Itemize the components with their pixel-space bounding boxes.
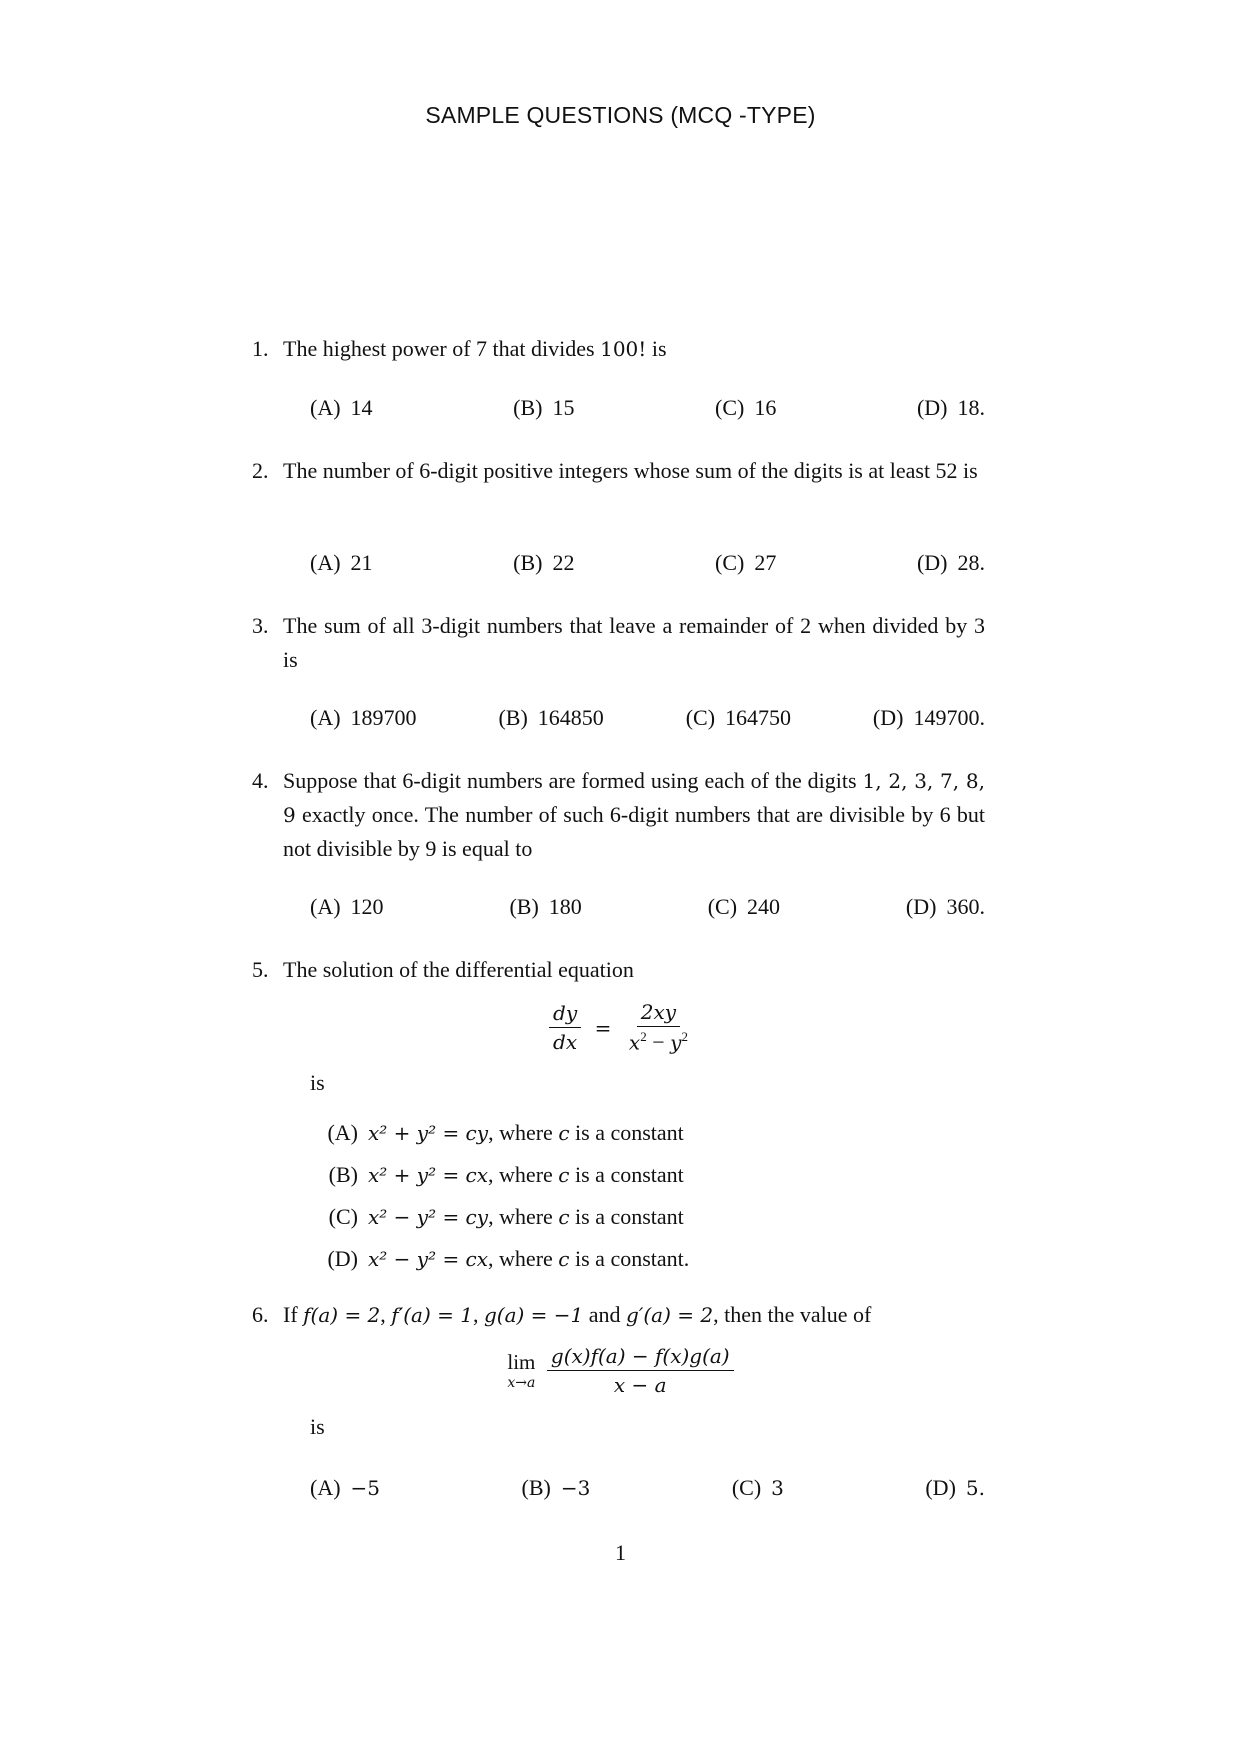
page-number: 1	[615, 1540, 626, 1565]
option-a[interactable]: (A) 189700	[310, 705, 417, 730]
question-stem: The solution of the differential equation	[283, 957, 634, 982]
option-a[interactable]: (A) 120	[310, 894, 384, 919]
fraction-rhs: $\frac{2xy}{x^2 - y^2}$	[628, 1000, 688, 1055]
options-q1	[310, 395, 985, 421]
option-d[interactable]: (D) 28.	[916, 550, 985, 575]
question-2	[252, 454, 985, 488]
fraction-dy-dx: $\frac{dy}{dx}$	[549, 1001, 581, 1054]
question-stem: The sum of all 3-digit numbers that leave a remainder of 2 when divided by 3 is	[283, 613, 985, 672]
question-number: 3.	[252, 613, 269, 638]
option-d[interactable]: (D) 18.	[916, 395, 985, 420]
options-q6	[310, 1475, 985, 1501]
option-c[interactable]: (C) 3	[731, 1475, 784, 1500]
options-q5	[316, 1112, 689, 1280]
question-stem: Suppose that 6-digit numbers are formed using each of the digits 1, 2, 3, 7, 8, 9 exactly once. The number of such 6-digit numbers that are divisible by 6 but not divisible by 9 is equal to	[283, 768, 985, 861]
question-number: 1.	[252, 336, 269, 361]
option-d[interactable]: (D) 5.	[925, 1475, 985, 1500]
option-b[interactable]: (B) 180	[509, 894, 582, 919]
question-1	[252, 332, 985, 366]
option-b[interactable]: (B) 15	[513, 395, 575, 420]
option-c[interactable]: (C) 240	[707, 894, 781, 919]
options-q4	[310, 894, 985, 920]
question-3	[252, 609, 985, 677]
option-d[interactable]: (D) 149700.	[872, 705, 985, 730]
options-q3	[310, 705, 985, 731]
option-b[interactable]: (B) 164850	[498, 705, 604, 730]
limit-operator: lim x→a	[507, 1350, 536, 1391]
option-d[interactable]: (D) 360.	[905, 894, 985, 919]
limit-expression	[0, 1344, 1241, 1397]
option-b[interactable]: (B) 22	[513, 550, 575, 575]
question-6	[252, 1298, 985, 1332]
question-stem: The number of 6-digit positive integers whose sum of the digits is at least 52 is	[283, 458, 978, 483]
option-b[interactable]: (B) −3	[521, 1475, 591, 1500]
question-number: 2.	[252, 458, 269, 483]
option-b[interactable]: (B) x² + y² = cx, where c is a constant	[328, 1162, 684, 1187]
differential-equation: $\frac{dy}{dx}$ = $\frac{2xy}{x^2 - y^2}$	[0, 1000, 1241, 1055]
question-stem: The highest power of 7 that divides 100! is	[283, 336, 667, 361]
question-number: 4.	[252, 768, 269, 793]
option-c[interactable]: (C) 164750	[685, 705, 792, 730]
question-4	[252, 764, 985, 866]
limit-fraction: $\frac{g(x)f(a) - f(x)g(a)}{x - a}$	[547, 1344, 734, 1397]
question-number: 5.	[252, 957, 269, 982]
question-number: 6.	[252, 1302, 269, 1327]
option-c[interactable]: (C) 27	[715, 550, 777, 575]
question-stem: If f(a) = 2, f′(a) = 1, g(a) = −1 and g′(a) = 2, then the value of	[283, 1302, 872, 1327]
option-a[interactable]: (A) x² + y² = cy, where c is a constant	[327, 1120, 684, 1145]
page-title: SAMPLE QUESTIONS (MCQ -TYPE)	[425, 102, 816, 128]
option-c[interactable]: (C) 16	[715, 395, 777, 420]
question-6-is: is	[310, 1414, 325, 1439]
option-a[interactable]: (A) 21	[310, 550, 373, 575]
options-q2	[310, 550, 985, 576]
option-c[interactable]: (C) x² − y² = cy, where c is a constant	[328, 1204, 684, 1229]
option-a[interactable]: (A) −5	[310, 1475, 381, 1500]
question-5-is: is	[310, 1070, 325, 1095]
option-d[interactable]: (D) x² − y² = cx, where c is a constant.	[327, 1246, 690, 1271]
option-a[interactable]: (A) 14	[310, 395, 373, 420]
question-5	[252, 953, 985, 987]
